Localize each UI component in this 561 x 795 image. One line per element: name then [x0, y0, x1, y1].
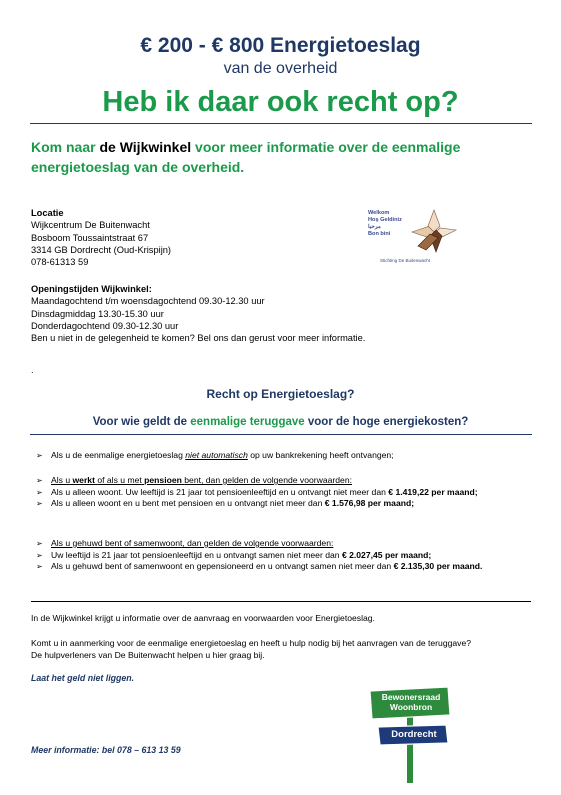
- list-item: [36, 538, 541, 550]
- headline: Heb ik daar ook recht op?: [102, 86, 459, 118]
- arrow-bullet-icon: ➢: [36, 539, 43, 548]
- hours-block: [31, 283, 451, 344]
- location-block: [31, 207, 331, 268]
- bullet-amount: € 2.135,30 per maand.: [393, 561, 483, 572]
- bullet-emphasis: werkt: [72, 475, 95, 485]
- question-part1: Voor wie geldt de: [92, 416, 188, 428]
- location-line: Wijkcentrum De Buitenwacht: [31, 220, 150, 231]
- sign-line: Bewonersraad: [381, 692, 441, 702]
- footer-line: Komt u in aanmerking voor de eenmalige energietoeslag en heeft u hulp nodig bij het aanvragen van de teruggave?: [31, 638, 472, 648]
- bullet-amount: € 1.576,98 per maand;: [324, 498, 415, 509]
- contact-line: Meer informatie: bel 078 – 613 13 59: [31, 745, 181, 755]
- intro-text: [31, 137, 501, 177]
- hours-note: Ben u niet in de gelegenheid te komen? Bel ons dan gerust voor meer informatie.: [31, 333, 366, 344]
- list-item: [36, 550, 541, 562]
- tagline: Laat het geld niet liggen.: [31, 673, 135, 683]
- footer-paragraph-1: In de Wijkwinkel krijgt u informatie over de aanvraag en voorwaarden voor Energietoeslag.: [31, 613, 375, 623]
- arrow-bullet-icon: ➢: [36, 451, 43, 460]
- sign-line: Woonbron: [389, 702, 433, 712]
- section-title: Recht op Energietoeslag?: [206, 387, 355, 401]
- logo-line: Welkom: [368, 210, 390, 216]
- list-item: [36, 498, 541, 510]
- arrow-bullet-icon: ➢: [36, 562, 43, 572]
- bullet-emphasis: pensioen: [144, 475, 182, 485]
- bullet-text: Als u: [51, 475, 71, 485]
- section-divider: [30, 434, 532, 435]
- bullet-text: Als u gehuwd bent of samenwoont en gepensioneerd en u ontvangt samen niet meer dan: [51, 561, 392, 572]
- location-heading: Locatie: [31, 208, 64, 218]
- bullet-amount: € 1.419,22 per maand;: [388, 486, 478, 497]
- sign-top-text: [374, 692, 448, 712]
- arrow-bullet-icon: ➢: [36, 499, 43, 509]
- list-item: [36, 475, 541, 487]
- page-subtitle: van de overheid: [223, 60, 338, 77]
- list-item: [36, 561, 541, 573]
- page-title: € 200 - € 800 Energietoeslag: [140, 34, 421, 57]
- header-divider: [30, 123, 532, 124]
- bullet-emphasis: niet automatisch: [185, 450, 248, 460]
- location-line: 3314 GB Dordrecht (Oud-Krispijn): [31, 244, 172, 255]
- hours-heading: Openingstijden Wijkwinkel:: [31, 284, 152, 294]
- stray-dot: .: [31, 365, 34, 375]
- footer-paragraph-2: [31, 637, 541, 661]
- bullet-text: op uw bankrekening heeft ontvangen;: [250, 450, 394, 460]
- bullet-group-c: [36, 538, 541, 573]
- bullet-amount: € 2.027,45 per maand;: [341, 549, 432, 560]
- bullet-text: Als u alleen woont en u bent met pensioen en u ontvangt niet meer dan: [51, 498, 323, 509]
- arrow-bullet-icon: ➢: [36, 487, 43, 497]
- logo-org: Stichting De Buitenwacht: [380, 258, 431, 263]
- arrow-bullet-icon: ➢: [36, 476, 43, 485]
- section-question: [0, 416, 561, 428]
- footer-divider: [31, 601, 531, 602]
- bullet-text: of als u met: [97, 475, 142, 485]
- bullet-text: Als u alleen woont. Uw leeftijd is 21 jaar tot pensioenleeftijd en u ontvangt niet meer dan: [51, 486, 386, 497]
- location-line: Bosboom Toussaintstraat 67: [31, 232, 149, 243]
- location-phone: 078-61313 59: [31, 257, 89, 268]
- intro-wijkwinkel: de Wijkwinkel: [99, 139, 192, 155]
- logo-line: مرحبا: [368, 224, 381, 230]
- bullet-text: Als u gehuwd bent of samenwoont, dan gelden de volgende voorwaarden:: [51, 538, 334, 548]
- buitenwacht-logo: [368, 206, 460, 268]
- hands-icon: [408, 206, 460, 256]
- intro-part1: Kom naar: [31, 139, 96, 155]
- bullet-group-b: [36, 475, 541, 510]
- question-green: eenmalige teruggave: [190, 416, 305, 428]
- footer-line: De hulpverleners van De Buitenwacht helpen u hier graag bij.: [31, 650, 265, 660]
- bewonersraad-sign-logo: [368, 687, 452, 783]
- logo-greetings: [368, 210, 402, 238]
- hours-line: Maandagochtend t/m woensdagochtend 09.30-12.30 uur: [31, 296, 265, 307]
- question-part2: voor de hoge energiekosten?: [307, 416, 469, 428]
- bullet-group-a: [36, 450, 541, 462]
- logo-line: Hoş Geldiniz: [368, 217, 402, 223]
- arrow-bullet-icon: ➢: [36, 550, 43, 560]
- intro-part2: voor meer informatie over de eenmalige energietoeslag van de overheid.: [31, 139, 461, 175]
- list-item: [36, 450, 541, 462]
- sign-bottom-text: Dordrecht: [391, 729, 437, 740]
- hours-line: Donderdagochtend 09.30-12.30 uur: [31, 320, 179, 331]
- bullet-text: bent, dan gelden de volgende voorwaarden:: [184, 475, 352, 485]
- bullet-text: Als u de eenmalige energietoeslag: [51, 450, 183, 460]
- hours-line: Dinsdagmiddag 13.30-15.30 uur: [31, 308, 164, 319]
- bullet-text: Uw leeftijd is 21 jaar tot pensioenleeftijd en u ontvangt samen niet meer dan: [51, 549, 340, 560]
- logo-line: Bon bini: [368, 231, 391, 237]
- list-item: [36, 487, 541, 499]
